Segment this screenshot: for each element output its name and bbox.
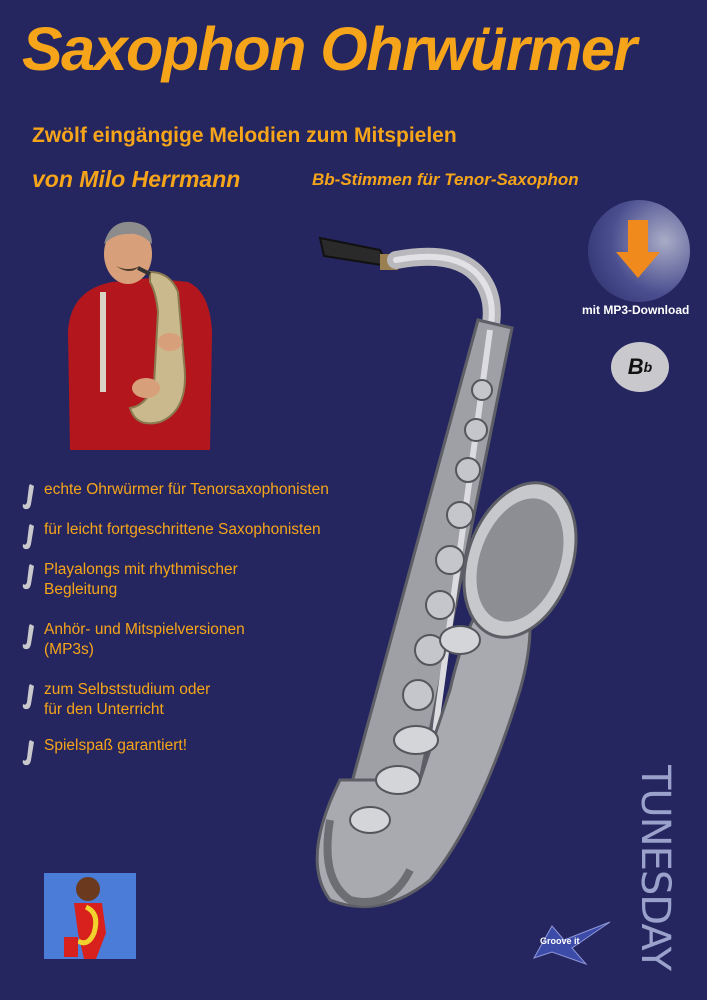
feature-item <box>20 480 360 520</box>
feature-text: Anhör- und Mitspielversionen (MP3s) <box>44 621 245 658</box>
feature-item <box>20 560 360 620</box>
feature-text: für leicht fortgeschrittene Saxophonisten <box>44 521 321 538</box>
saxophone-icon <box>20 522 38 552</box>
bb-badge <box>611 342 669 392</box>
tunesday-logo <box>628 765 688 975</box>
bb-flat: b <box>643 359 653 375</box>
download-label: mit MP3-Download <box>582 303 690 317</box>
saxophone-icon <box>20 682 38 712</box>
groove-it-logo <box>512 918 612 968</box>
saxophone-icon <box>20 562 38 592</box>
download-arrow-icon <box>588 200 690 302</box>
feature-list <box>20 480 360 776</box>
feature-item <box>20 520 360 560</box>
cartoon-logo <box>44 873 136 959</box>
feature-item <box>20 620 360 680</box>
cover-subtitle: Zwölf eingängige Melodien zum Mitspielen <box>32 124 457 147</box>
saxophone-icon <box>20 622 38 652</box>
saxophone-icon <box>20 482 38 512</box>
feature-text: echte Ohrwürmer für Tenorsaxophonisten <box>44 481 329 498</box>
cover-author: von Milo Herrmann <box>32 166 241 192</box>
bb-letter: B <box>627 354 644 379</box>
tunesday-logo-text: TUNESDAY <box>632 765 678 971</box>
feature-item <box>20 680 360 736</box>
cover-title: Saxophon Ohrwürmer <box>22 15 636 83</box>
download-badge <box>588 200 690 302</box>
feature-text: Playalongs mit rhythmischer Begleitung <box>44 561 238 598</box>
feature-text: zum Selbststudium oder für den Unterricht <box>44 681 211 718</box>
cover-voices: Bb-Stimmen für Tenor-Saxophon <box>312 170 579 189</box>
tunesday-logo-art <box>628 765 688 975</box>
feature-text: Spielspaß garantiert! <box>44 737 188 754</box>
saxophone-icon <box>20 738 38 768</box>
groove-it-text: Groove it <box>540 936 580 946</box>
feature-item <box>20 736 360 776</box>
